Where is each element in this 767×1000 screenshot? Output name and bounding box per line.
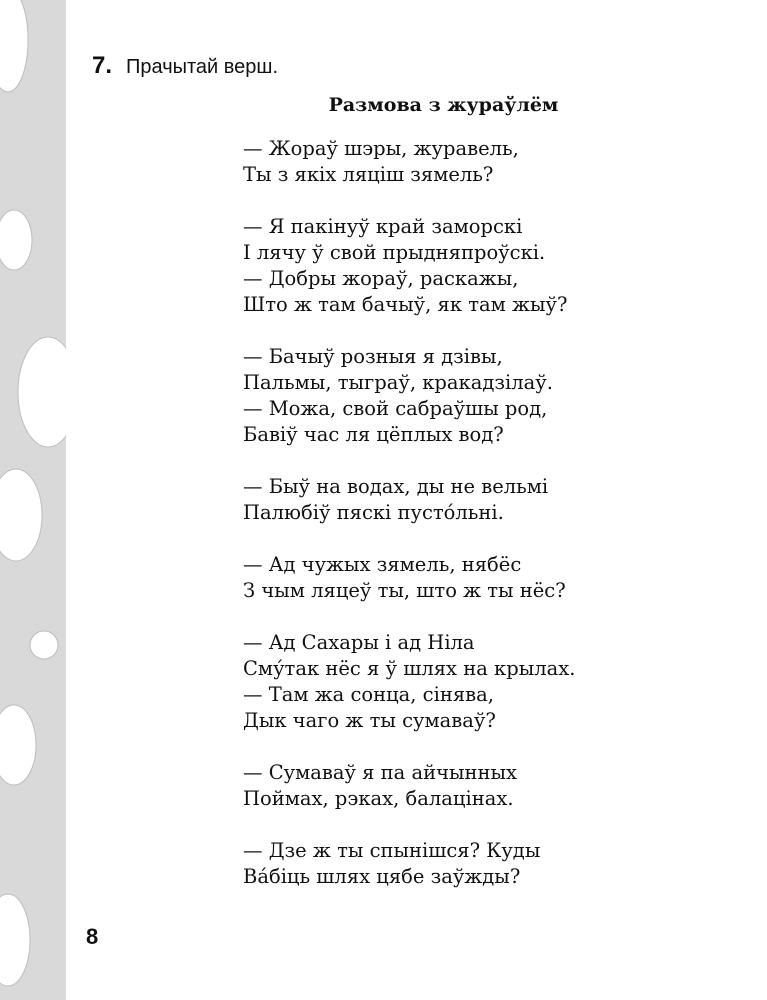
poem-line: — Я пакінуў край заморскі	[243, 215, 523, 238]
stanza-2	[243, 214, 575, 318]
task-heading	[92, 52, 278, 82]
stanza-8	[243, 838, 575, 890]
stanza-4	[243, 474, 575, 526]
task-number: 7.	[92, 52, 113, 79]
poem-line: — Дзе ж ты спынішся? Куды	[243, 839, 541, 862]
poem-line: Ва́біць шлях цябе заўжды?	[243, 865, 521, 888]
poem-line: Палюбіў пяскі пусто́льні.	[243, 501, 504, 524]
poem-line: — Быў на водах, ды не вельмі	[243, 475, 549, 498]
decorative-margin-strip	[0, 0, 66, 1000]
stanza-7	[243, 760, 575, 812]
poem-line: — Жораў шэры, журавель,	[243, 137, 519, 160]
poem-line: Што ж там бачыў, як там жыў?	[243, 293, 568, 316]
stanza-3	[243, 344, 575, 448]
poem-line: — Добры жораў, раскажы,	[243, 267, 519, 290]
poem-line: — Ад чужых зямель, нябёс	[243, 553, 522, 576]
poem-line: — Там жа сонца, сінява,	[243, 683, 494, 706]
poem-line: Ты з якіх ляціш зямель?	[243, 163, 494, 186]
poem-line: Пальмы, тыграў, кракадзілаў.	[243, 371, 553, 394]
task-instruction: Прачытай верш.	[126, 56, 279, 78]
poem-line: Бавіў час ля цёплых вод?	[243, 423, 504, 446]
page-number: 8	[86, 924, 99, 949]
poem-line: — Сумаваў я па айчынных	[243, 761, 518, 784]
poem-line: Поймах, рэках, балацінах.	[243, 787, 514, 810]
stanza-1	[243, 136, 575, 188]
poem-line: — Бачыў розныя я дзівы,	[243, 345, 503, 368]
poem-line: — Ад Сахары і ад Ніла	[243, 631, 475, 654]
poem-line: З чым ляцеў ты, што ж ты нёс?	[243, 579, 566, 602]
poem-title: Размова з жураўлём	[328, 94, 559, 116]
stanza-6	[243, 630, 575, 734]
poem-line: Сму́так нёс я ў шлях на крылах.	[243, 657, 576, 680]
poem-line: — Можа, свой сабраўшы род,	[243, 397, 548, 420]
poem-line: Дык чаго ж ты сумаваў?	[243, 709, 496, 732]
poem-body	[243, 136, 575, 916]
poem-line: І лячу ў свой прыдняпроўскі.	[243, 241, 546, 264]
stanza-5	[243, 552, 575, 604]
bubble-decoration	[0, 0, 66, 1000]
